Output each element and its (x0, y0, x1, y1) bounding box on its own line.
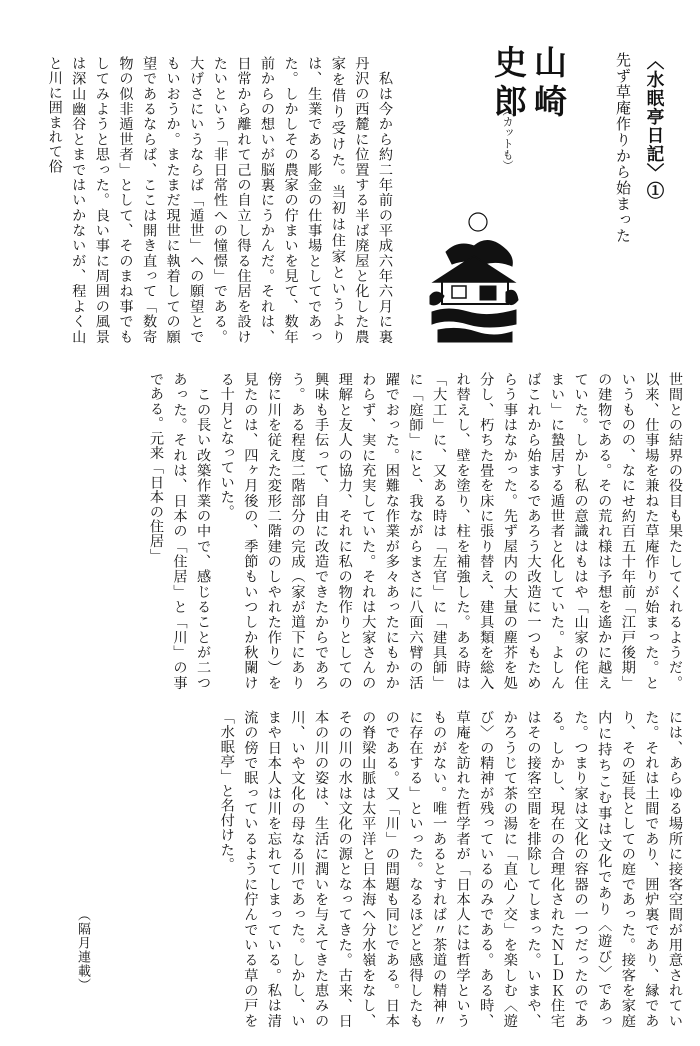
series-title: 〈水眠亭日記〉① (644, 52, 664, 200)
serial-note: （隔月連載） (75, 908, 90, 992)
author-name: 山崎 史郎 (489, 45, 568, 162)
cut-credit: （カットも） (501, 105, 514, 171)
article-subtitle: 先ず草庵作りから始まった (614, 52, 632, 244)
ink-sketch-thatched-hut-icon (428, 212, 520, 344)
body-text-block-1: 私は今から約二年前の平成六年六月に裏丹沢の西麓に位置する半ば廃屋と化した農家を借り受けた。当初は住家というよりは、生業である彫金の仕事場としてであった。しかしその農家の佇まいを見て、数年前からの想いが脳裏にうかんだ。それは、日常から離れて己の自立し得る住居を設けたいという「非日常性への憧憬」である。大げさにいうならば「遁世」への願望とでもいおうか。またまだ現世に執着しての願望であるならば、ここは開き直って「数寄物の似非遁世者」として、そのまね事でもしてみようと思った。良い事に周囲の風景は深山幽谷とまではいかないが、程よく山と川に囲まれて俗 (46, 56, 393, 344)
body-text-block-3: には、あらゆる場所に接客空間が用意されていた。それは土間であり、囲炉裏であり、縁であり、その延長としての庭であった。接客を家庭内に持ちこむ事は文化であり〈遊び〉であった。つまり家は文化の容器の一つだったのである。しかし、現在の合理化されたＮＬＤＫ住宅はその接客空間を排除してしまった。いまや、かろうじて茶の湯に「直心ノ交」を楽しむ〈遊び〉の精神が残っているのみである。ある時、草庵を訪れた哲学者が「日本人には哲学というものがない。唯一あるとすれば〃茶道の精神〃に存在する」といった。なるほどと感得したものである。又「川」の問題も同じである。日本の脊梁山脈は太平洋と日本海へ分水嶺をなし、その川の水は文化の源となってきた。古来、日本の川の姿は、生活に潤いを与えてきた恵みの川、いや文化の母なる川であった。しかし、いまや日本人は川を忘れてしまっている。私は清流の傍で眠っているように佇んでいる草の戸を「水眠亭」と名付けた。 (218, 710, 683, 1028)
body-text-block-2: 世間との結界の役目も果たしてくれるようだ。以来、仕事場を兼ねた草庵作りが始まった。というものの、なにせ約百五十年前「江戸後期」の建物である。その荒れ様は予想を遙かに越えていた。しかし私の意識はもはや「山家の侘住まい」に蟄居する遁世者と化していた。よしんばこれから始まるであろう大改造に一つもためらう事はなかった。先ず屋内の大量の塵芥を処分し、朽ちた畳を床に張り替え、建具類を総入れ替えし、壁を塗り、柱を補強した。ある時は「大工」に、又ある時は「左官」に「建具師」に「庭師」にと、我ながらまさに八面六臂の活躍でおった。困難な作業が多々あったにもかかわらず、実に充実していた。それは大家さんの理解と友人の協力、それに私の物作りとしての興味も手伝って、自由に改造できたからであろう。ある程度二階部分の完成（家が道下にあり傍に川を従えた変形二階建のしやれた作り）を見たのは、四ヶ月後の、季節もいつしか秋闌ける十月となっていた。 この長い改築作業の中で、感じることが二つあった。それは、日本の「住居」と「川」の事である。元来「日本の住居」 (147, 372, 683, 690)
